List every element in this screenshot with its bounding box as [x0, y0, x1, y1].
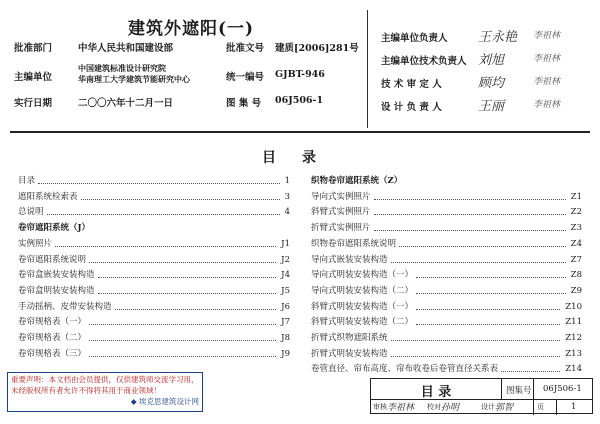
- toc-entry[interactable]: [311, 268, 582, 283]
- toc-leader-dots: [38, 183, 280, 184]
- toc-title: 目录: [262, 150, 342, 166]
- toc-entry-page: J5: [281, 285, 290, 296]
- impl-date-label: 实行日期: [14, 98, 53, 109]
- toc-leader-dots: [98, 277, 277, 278]
- impl-date: 二〇〇六年十二月一日: [78, 98, 174, 109]
- signature-name: 刘旭: [478, 53, 505, 68]
- toc-entry-title: 目录: [18, 176, 36, 186]
- signature-name: 顾均: [478, 76, 505, 91]
- toc-section-heading: [18, 221, 290, 236]
- toc-entry-page: Z13: [565, 348, 582, 359]
- notice-text: 重要声明：本文档由会员提供，仅供建筑师交流学习用，未经版权所有者允许不得将其用于商业领域！: [11, 375, 199, 395]
- toc-entry-title: 遮阳系统检索表: [18, 191, 78, 202]
- signature-role: 主编单位技术负责人: [381, 56, 467, 67]
- toc-entry[interactable]: [311, 253, 582, 268]
- title-block-checker: 孙明: [441, 403, 460, 413]
- toc-leader-dots: [374, 214, 566, 215]
- chief-unit-label: 主编单位: [14, 72, 53, 83]
- title-block-designer: 郭智: [495, 403, 514, 413]
- toc-entry-page: J4: [281, 270, 290, 281]
- toc-entry[interactable]: [18, 284, 290, 299]
- title-block-atlas-no: 06J506-1: [543, 384, 582, 394]
- toc-leader-dots: [81, 199, 280, 200]
- signature-name: 王丽: [478, 99, 505, 114]
- toc-entry[interactable]: [18, 205, 290, 220]
- title-block-page-no: 1: [571, 402, 577, 412]
- title-block-name: 目 录: [420, 385, 452, 400]
- toc-leader-dots: [501, 371, 560, 372]
- toc-entry[interactable]: [311, 190, 582, 205]
- toc-entry[interactable]: [311, 237, 582, 252]
- toc-entry[interactable]: [311, 221, 582, 236]
- toc-entry[interactable]: [18, 331, 290, 346]
- approval-doc-label: 批准文号: [226, 43, 265, 54]
- signature-role: 设 计 负 责 人: [381, 102, 442, 113]
- toc-leader-dots: [89, 356, 276, 357]
- toc-leader-dots: [89, 262, 276, 263]
- toc-leader-dots: [416, 309, 560, 310]
- header-divider: [367, 10, 368, 128]
- toc-entry-title: 织物卷帘遮阳系统说明: [311, 238, 397, 249]
- signature-name: 王永艳: [478, 30, 518, 45]
- signature-role: 主编单位负责人: [381, 33, 448, 44]
- toc-entry-title: 实例照片: [18, 238, 53, 249]
- toc-leader-dots: [55, 246, 276, 247]
- toc-entry[interactable]: [311, 331, 582, 346]
- title-block-check-label: 校对: [427, 403, 441, 411]
- copyright-notice: [7, 372, 203, 412]
- signature-stamp: 李祖林: [533, 31, 561, 41]
- toc-entry-title: 斜臂式明装安装构造（一）: [311, 301, 414, 312]
- approval-dept: 中华人民共和国建设部: [78, 43, 174, 54]
- toc-entry[interactable]: [18, 315, 290, 330]
- toc-leader-dots: [98, 293, 277, 294]
- toc-entry-title: 导向式明装安装构造（一）: [311, 270, 414, 281]
- toc-entry[interactable]: [18, 253, 290, 268]
- toc-leader-dots: [391, 340, 561, 341]
- toc-entry-title: 导向式明装安装构造（二）: [311, 285, 414, 296]
- toc-leader-dots: [391, 262, 566, 263]
- toc-entry-page: Z4: [570, 238, 582, 249]
- toc-entry-page: Z1: [570, 191, 582, 202]
- title-block-review-label: 审核: [373, 403, 387, 411]
- toc-entry-page: 1: [284, 176, 290, 186]
- toc-entry-title: 总说明: [18, 207, 44, 218]
- title-block-reviewer: 李祖林: [387, 403, 415, 413]
- toc-entry-page: Z7: [570, 254, 582, 265]
- approval-dept-label: 批准部门: [14, 43, 53, 54]
- chief-unit-1: 中国建筑标准设计研究院: [78, 63, 166, 73]
- toc-entry[interactable]: [18, 237, 290, 252]
- toc-entry-page: J8: [281, 333, 290, 343]
- signature-role: 技 术 审 定 人: [381, 79, 442, 90]
- approval-doc: 建质[2006]281号: [275, 43, 359, 54]
- toc-entry-page: 3: [284, 191, 290, 202]
- toc-entry-page: Z11: [565, 317, 582, 328]
- toc-entry-title: 导向式嵌装安装构造: [311, 254, 388, 265]
- toc-entry[interactable]: [311, 205, 582, 220]
- page-title: 建筑外遮阳(一): [128, 19, 255, 39]
- toc-leader-dots: [416, 277, 566, 278]
- toc-entry-page: Z14: [565, 364, 582, 375]
- toc-entry[interactable]: [18, 347, 290, 362]
- toc-entry-title: 卷帘盒明装安装构造: [18, 285, 95, 296]
- toc-entry-title: 卷帘盒嵌装安装构造: [18, 270, 95, 281]
- toc-leader-dots: [416, 324, 560, 325]
- toc-entry-page: Z12: [565, 333, 582, 343]
- toc-entry[interactable]: [311, 284, 582, 299]
- toc-entry-page: J7: [281, 317, 290, 328]
- title-block-page-label: 页: [537, 403, 544, 411]
- toc-leader-dots: [47, 214, 280, 215]
- toc-entry-title: 卷管直径、帘布高度、帘布收卷后卷管直径关系表: [311, 364, 499, 375]
- toc-entry[interactable]: [18, 268, 290, 283]
- signature-stamp: 李祖林: [533, 100, 561, 110]
- title-block-atlas-label: 图集号: [506, 386, 532, 396]
- toc-entry-page: Z10: [565, 301, 582, 312]
- toc-entry-page: Z8: [570, 270, 582, 281]
- toc-entry-title: 折臂式织物遮阳系统: [311, 333, 388, 343]
- toc-leader-dots: [115, 309, 277, 310]
- toc-entry-title: 卷帘规格表（二）: [18, 333, 87, 343]
- toc-entry-title: 卷帘规格表（三）: [18, 348, 87, 359]
- toc-entry-title: 折臂式实例照片: [311, 223, 371, 234]
- toc-leader-dots: [89, 340, 276, 341]
- toc-entry-title: 织物卷帘遮阳系统（Z）: [311, 176, 403, 186]
- title-block-design-label: 设计: [481, 403, 495, 411]
- toc-entry-title: 导向式实例照片: [311, 191, 371, 202]
- toc-entry-page: J6: [281, 301, 290, 312]
- toc-leader-dots: [89, 324, 276, 325]
- toc-entry-title: 卷帘遮阳系统（J）: [18, 223, 91, 234]
- toc-entry[interactable]: [311, 315, 582, 330]
- toc-entry-page: 4: [284, 207, 290, 218]
- unified-no-label: 统一编号: [226, 72, 265, 83]
- toc-entry[interactable]: [18, 174, 290, 189]
- toc-entry-page: J1: [281, 238, 290, 249]
- toc-entry-page: Z9: [570, 285, 582, 296]
- toc-entry-title: 手动摇柄、皮带安装构造: [18, 301, 112, 312]
- section-divider: [10, 131, 590, 133]
- toc-entry-page: Z3: [570, 223, 582, 234]
- signature-stamp: 李祖林: [533, 54, 561, 64]
- notice-brand: ◆ 埃克思建筑设计网: [130, 397, 199, 406]
- toc-entry-title: 斜臂式明装安装构造（二）: [311, 317, 414, 328]
- toc-entry[interactable]: [311, 362, 582, 377]
- toc-entry[interactable]: [311, 300, 582, 315]
- toc-entry-page: J2: [281, 254, 290, 265]
- chief-unit-2: 华南理工大学建筑节能研究中心: [78, 74, 190, 84]
- atlas-no: 06J506-1: [275, 95, 324, 106]
- toc-section-heading: [311, 174, 582, 189]
- atlas-no-label: 图 集 号: [226, 98, 262, 109]
- toc-entry-page: Z2: [570, 207, 582, 218]
- toc-leader-dots: [374, 199, 566, 200]
- signature-stamp: 李祖林: [533, 77, 561, 87]
- toc-entry-title: 卷帘规格表（一）: [18, 317, 87, 328]
- title-block: [370, 378, 593, 414]
- unified-no: GJBT-946: [275, 69, 325, 80]
- toc-entry[interactable]: [311, 347, 582, 362]
- toc-entry[interactable]: [18, 300, 290, 315]
- toc-entry[interactable]: [18, 190, 290, 205]
- toc-leader-dots: [416, 293, 566, 294]
- toc-entry-page: J9: [281, 348, 290, 359]
- toc-entry-title: 折臂式明装安装构造: [311, 348, 388, 359]
- notice-brand-text: 埃克思建筑设计网: [139, 397, 199, 406]
- toc-leader-dots: [391, 356, 561, 357]
- toc-leader-dots: [399, 246, 566, 247]
- toc-entry-title: 卷帘遮阳系统说明: [18, 254, 87, 265]
- toc-entry-title: 斜臂式实例照片: [311, 207, 371, 218]
- toc-leader-dots: [374, 230, 566, 231]
